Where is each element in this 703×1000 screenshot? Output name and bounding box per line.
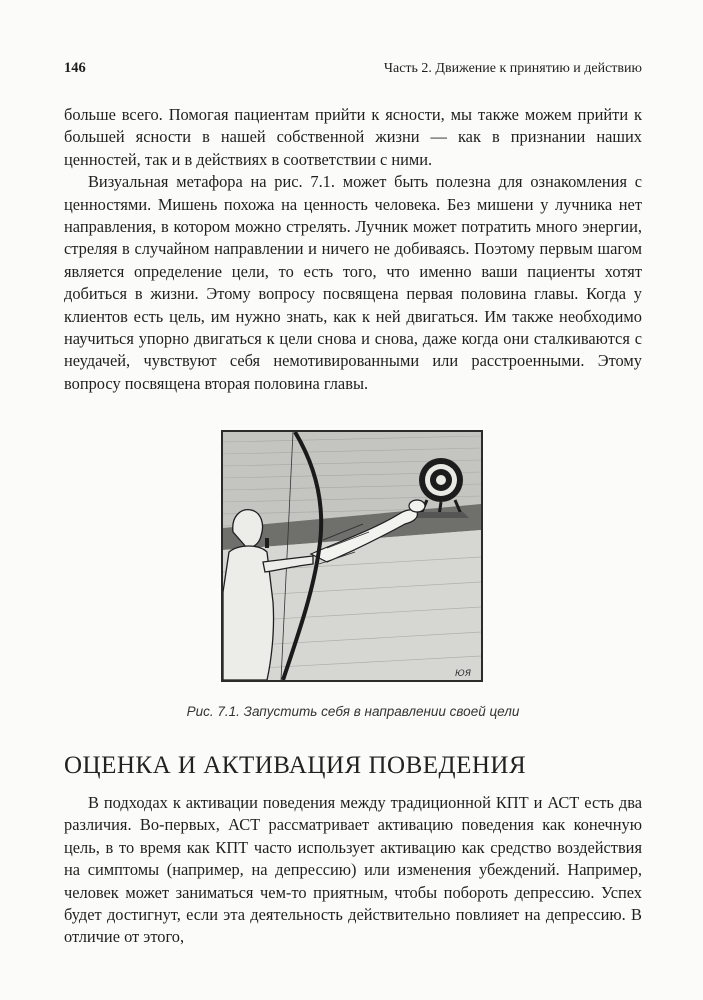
book-page	[64, 0, 642, 1000]
page-header	[64, 60, 642, 82]
figure-archer-illustration	[221, 430, 483, 682]
paragraph: Визуальная метафора на рис. 7.1. может быть полезна для ознакомления с ценностями. Мишень похожа на ценность человека. Без мишени у лучника нет направления, в котором можно стрелять. Лучник может потратить много энергии, стреляя в случайном направлении и ничего не добиваясь. Поэтому первым шагом является определение цели, то есть того, что именно ваши пациенты хотят добиться в жизни. Этому вопросу посвящена первая половина главы. Когда у клиентов есть цель, им нужно знать, как к ней двигаться. Им также необходимо научиться упорно двигаться к цели снова и снова, даже когда они сталкиваются с неудачей, чувствуют себя немотивированными или расстроенными. Этому вопросу посвящена вторая половина главы.	[64, 172, 642, 393]
svg-text:ЮЯ: ЮЯ	[455, 669, 471, 679]
page-number: 146	[64, 60, 86, 76]
body-text-top	[64, 104, 642, 395]
paragraph: В подходах к активации поведения между традиционной КПТ и АСТ есть два различия. Во-первых, АСТ рассматривает активацию поведения как конечную цель, в то время как КПТ часто использует активацию как средство воздействия на симптомы (например, на депрессию) или изменения убеждений. Например, человек может заниматься чем-то приятным, чтобы побороть депрессию. Успех будет достигнут, если эта деятельность действительно повлияет на депрессию. В отличие от этого,	[64, 793, 642, 947]
archer-illustration	[223, 432, 481, 680]
section-heading: ОЦЕНКА И АКТИВАЦИЯ ПОВЕДЕНИЯ	[64, 752, 527, 779]
paragraph: больше всего. Помогая пациентам прийти к ясности, мы также можем прийти к большей ясности в нашей собственной жизни — как в признании наших ценностей, так и в действиях в соответствии с ними.	[64, 105, 642, 169]
body-text-bottom	[64, 792, 642, 949]
running-title: Часть 2. Движение к принятию и действию	[383, 61, 642, 76]
figure-caption: Рис. 7.1. Запустить себя в направлении своей цели	[186, 704, 520, 719]
